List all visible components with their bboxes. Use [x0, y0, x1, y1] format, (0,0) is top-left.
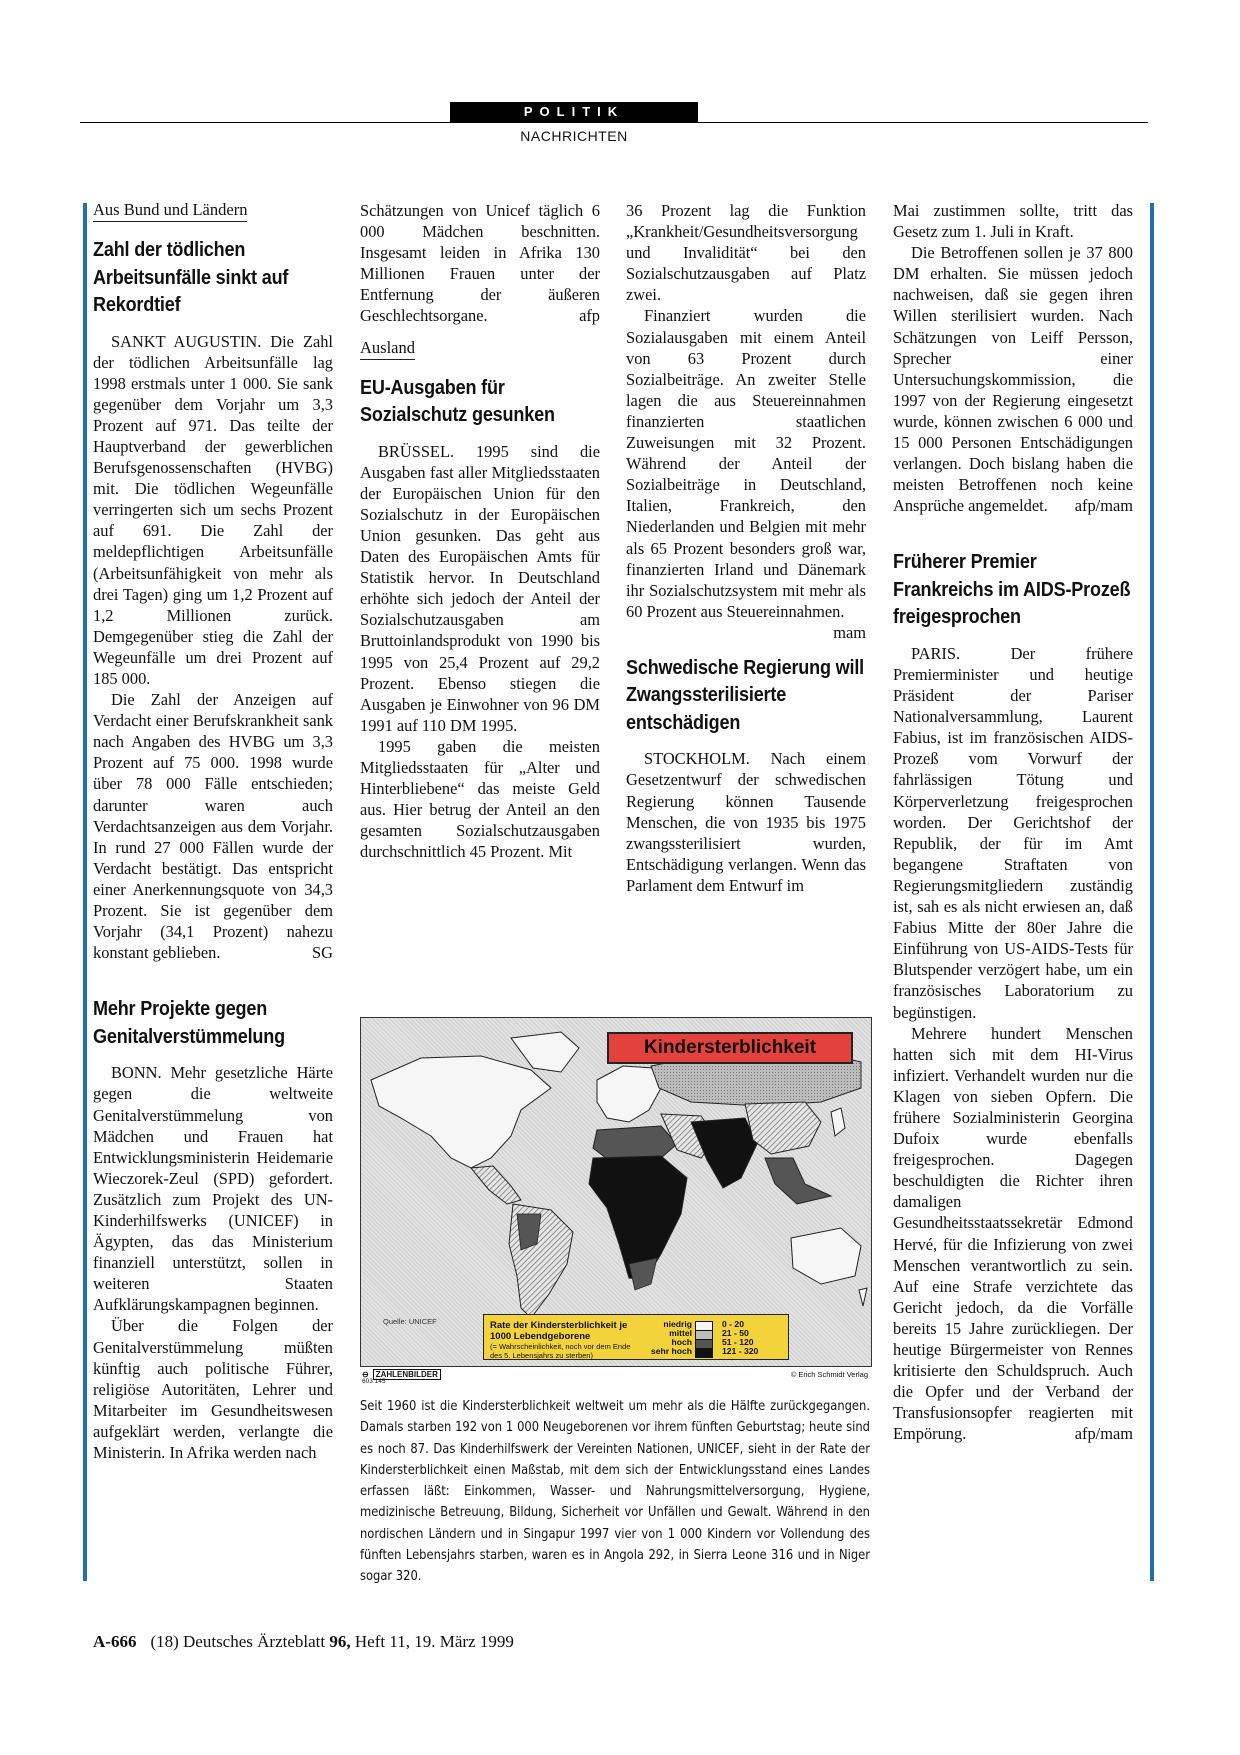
legend-swatch: [695, 1348, 713, 1358]
legend-range: 121 - 320: [722, 1346, 759, 1356]
infographic-footer: [360, 1367, 870, 1383]
article-genital-p2: Über die Folgen der Genitalverstümmelung müßten künftig auch politische Führer, religiöse Autoritäten, Lehrer und Mitarbeiter im Gesundheitswesen aufgeklärt werden, verlangte die Ministerin. In Afrika werden nach: [93, 1316, 333, 1462]
article-eu-p1: BRÜSSEL. 1995 sind die Ausgaben fast aller Mitgliedsstaaten der Europäischen Union für den Sozialschutz in der Europäischen Union gesunken. Das geht aus Daten des Europäischen Amts für Statistik hervor. In Deutschland erhöhte sich jedoch der Anteil der Sozialschutzausgaben am Bruttoinlandsprodukt von 1990 bis 1995 von 25,4 Prozent auf 29,2 Prozent. Ebenso stiegen die Ausgaben je Einwohner von 96 DM 1991 auf 110 DM 1995.: [360, 441, 600, 735]
headline-schweden: Schwedische Regierung will Zwangssterilisierte entschädigen: [626, 655, 865, 734]
region-japan: [831, 1108, 845, 1136]
author-signature: mam: [833, 622, 866, 642]
region-africa-south: [629, 1258, 657, 1290]
page-footer: [93, 1632, 514, 1652]
region-australia: [791, 1228, 861, 1284]
article-arbeitsunfaelle-p1: SANKT AUGUSTIN. Die Zahl der tödlichen Arbeitsunfälle lag 1998 erstmals unter 1 000. Sie sank gegenüber dem Vorjahr um 3,3 Prozent auf 971. Das teilte der Hauptverband der gewerblichen Berufsgenossenschaften (HVBG) mit. Die tödlichen Wegeunfälle verringerten sich um sechs Prozent auf 691. Die Zahl der meldepflichtigen Arbeitsunfälle (Arbeitsunfähigkeit von mehr als drei Tagen) ging um 1,2 Prozent auf 1,2 Millionen zurück. Demgegenüber stieg die Zahl der Wegeunfälle um drei Prozent auf 185 000.: [93, 331, 333, 688]
paragraph-text: Mehrere hundert Menschen hatten sich mit dem HI-Virus infiziert. Verhandelt wurden nur die Klagen von sieben Opfern. Die frühere Sozialministerin Georgina Dufoix wurde ebenfalls freigesprochen. Dagegen beschuldigten die Richter ihren damaligen Gesundheitsstaatssekretär Edmond Hervé, für die Infizierung von zwei Menschen verantwortlich zu sein. Auf eine Strafe verzichtete das Gericht jedoch, da die Vorfälle bereits 15 Jahre zurückliegen. Der heutige Bürgermeister von Rennes kritisierte den Schuldspruch. Auch die Opfer und der Verband der Transfusionsopfer reagierten mit Empörung.: [893, 1023, 1133, 1444]
world-map-frame: [360, 1017, 872, 1367]
article-eu-p3: [626, 305, 866, 642]
legend-label: sehr hoch: [650, 1346, 692, 1356]
citation-prefix: (18) Deutsches Ärzteblatt: [150, 1632, 330, 1651]
article-eu-p2: 1995 gaben die meisten Mitgliedsstaaten für „Alter und Hinterbliebene“ das meiste Geld aus. Hier betrug der Anteil an den gesamten Sozialschutzausgaben durchschnittlich 45 Prozent. Mit: [360, 736, 600, 862]
article-genital-p1: BONN. Mehr gesetzliche Härte gegen die weltweite Genitalverstümmelung von Mädchen und Frauen hat Entwicklungsministerin Heidemarie Wieczorek-Zeul (SPD) gefordert. Zusätzlich zum Projekt des UN-Kinderhilfswerks (UNICEF) in Ägypten, das das Ministerium finanziell unterstützt, sollen in weiteren Staaten Aufklärungskampagnen beginnen.: [93, 1063, 333, 1315]
article-arbeitsunfaelle-p2: [93, 689, 333, 963]
author-signature: afp: [579, 306, 600, 326]
region-africa: [589, 1156, 687, 1280]
author-signature: SG: [312, 943, 333, 963]
legend-note: (= Wahrscheinlichkeit, noch vor dem Ende des 5. Lebensjahrs zu sterben): [490, 1342, 631, 1360]
article-fabius-p1: PARIS. Der frühere Premierminister und heutige Präsident der Pariser Nationalversammlung, Laurent Fabius, ist im französischen AIDS-Prozeß vom Vorwurf der fahrlässigen Tötung und Körperverletzung freigesprochen worden. Der Gerichtshof der Republik, der für im Amt begangene Straftaten von Regierungsmitgliedern zuständig ist, sah es als nicht erwiesen an, daß Fabius Mitte der 80er Jahre die Einführung von US-AIDS-Tests für Blutspender verzögert habe, um ein französisches Laboratorium zu begünstigen.: [893, 643, 1133, 1022]
column-2: [360, 200, 600, 862]
left-accent-bar: [83, 203, 87, 1581]
region-europe: [597, 1066, 661, 1122]
logo-text: ZAHLENBILDER: [373, 1369, 441, 1380]
page-number: A-666: [93, 1632, 137, 1651]
paragraph-text: Die Betroffenen sollen je 37 800 DM erhalten. Sie müssen jedoch nachweisen, daß sie gegen ihren Willen sterilisiert wurden. Nach Schätzungen von Leiff Persson, Sprecher einer Untersuchungskommission, die 1997 von der Regierung eingesetzt wurde, können zwischen 6 000 und 15 000 Personen Entschädigungen verlangen. Doch bislang haben die meisten Betroffenen noch keine Ansprüche angemeldet.: [893, 243, 1133, 516]
article-schweden-continued: Mai zustimmen sollte, tritt das Gesetz zum 1. Juli in Kraft.: [893, 201, 1133, 242]
headline-arbeitsunfaelle: Zahl der tödlichen Arbeitsunfälle sinkt auf Rekordtief: [93, 238, 289, 316]
region-southeast-asia: [765, 1158, 831, 1204]
headline-fabius: Früherer Premier Frankreichs im AIDS-Prozeß freigesprochen: [893, 550, 1131, 629]
paragraph-text: Finanziert wurden die Sozialausgaben mit einem Anteil von 63 Prozent durch Sozialbeiträge. An zweiter Stelle lagen die aus Steuereinnahmen finanzierten staatlichen Zuweisungen mit 32 Prozent. Während der Anteil der Sozialbeiträge in Deutschland, Italien, Frankreich, den Niederlanden und Belgien mit mehr als 65 Prozent besonders groß war, finanzierten Irland und Dänemark ihr Sozialschutzsystem mit mehr als 60 Prozent aus Steuereinnahmen.: [626, 306, 866, 621]
legend-label: niedrig: [663, 1319, 692, 1329]
region-new-zealand: [859, 1288, 867, 1306]
zahlenbilder-logo: ⊖ ZAHLENBILDER: [362, 1369, 441, 1380]
column-3: [626, 200, 866, 896]
volume-number: 96,: [329, 1632, 351, 1651]
figure-caption: Seit 1960 ist die Kindersterblichkeit weltweit um mehr als die Hälfte zurückgegangen. Damals starben 192 von 1 000 Neugeborenen vor ihrem fünften Geburtstag; heute sind es noch 87. Das Kinderhilfswerk der Vereinten Nationen, UNICEF, sieht in der Rate der Kindersterblichkeit einen Maßstab, mit dem sich der Entwicklungsstand eines Landes erfassen läßt: Einkommen, Wasser- und Nahrungsmittelversorgung, Hygiene, medizinische Betreuung, Bildung, Sicherheit vor Unfällen und Gewalt. Während in den nordischen Ländern und in Singapur 1997 vier von 1 000 Kindern vor Vollendung des fünften Lebensjahrs starben, waren es in Angola 292, in Sierra Leone 316 und in Niger sogar 320.: [360, 1399, 870, 1585]
author-signature: afp/mam: [1074, 496, 1133, 516]
legend-label: mittel: [669, 1328, 692, 1338]
article-genital-continued: [360, 200, 600, 327]
author-signature: afp/mam: [1074, 1424, 1133, 1444]
subsection-label: NACHRICHTEN: [520, 128, 628, 144]
legend-row: [646, 1346, 784, 1357]
paragraph-text: Schätzungen von Unicef täglich 6 000 Mädchen beschnitten. Insgesamt leiden in Afrika 130 Millionen Frauen unter der Entfernung der äußeren Geschlechtsorgane.: [360, 201, 600, 326]
infographic-title: Kindersterblichkeit: [607, 1032, 853, 1064]
right-accent-bar: [1150, 203, 1154, 1581]
paragraph-text: Die Zahl der Anzeigen auf Verdacht einer Berufskrankheit sank nach Angaben des HVBG um 3,3 Prozent auf 75 000. 1998 wurde über 78 000 Fälle entschieden; darunter waren auch Verdachtsanzeigen aus dem Vorjahr. In rund 27 000 Fällen wurde der Verdacht bestätigt. Das entspricht einer Anerkennungsquote von 34,3 Prozent. Sie ist gegenüber dem Vorjahr (34,1 Prozent) nahezu konstant geblieben.: [93, 690, 333, 963]
infographic-kindersterblichkeit: [360, 1017, 870, 1394]
section-label: POLITIK: [450, 102, 698, 122]
copyright-label: © Erich Schmidt Verlag: [790, 1370, 868, 1379]
headline-genitalverstuemmelung: Mehr Projekte gegen Genitalverstümmelung: [93, 997, 285, 1048]
infographic-number: 603 145: [362, 1378, 386, 1385]
column-1: [93, 200, 333, 1463]
kicker-ausland: Ausland: [360, 338, 415, 360]
headline-eu-ausgaben: EU-Ausgaben für Sozialschutz gesunken: [360, 375, 555, 427]
article-fabius-p2: [893, 1023, 1133, 1445]
kicker-bund-laender: Aus Bund und Ländern: [93, 200, 247, 222]
legend-title: Rate der Kindersterblichkeit je 1000 Lebendgeborene: [490, 1320, 628, 1342]
legend-range: 51 - 120: [722, 1337, 754, 1347]
source-label: Quelle: UNICEF: [383, 1317, 437, 1326]
citation-suffix: Heft 11, 19. März 1999: [350, 1632, 514, 1651]
article-schweden-p2: [893, 242, 1133, 516]
legend-range: 0 - 20: [722, 1319, 744, 1329]
legend-range: 21 - 50: [722, 1328, 749, 1338]
region-north-america: [371, 1056, 551, 1168]
region-greenland: [511, 1032, 579, 1072]
map-legend: [483, 1314, 789, 1360]
header-rule: [80, 122, 1148, 123]
region-central-america: [471, 1166, 521, 1204]
column-4: [893, 200, 1133, 1444]
article-schweden-p1: STOCKHOLM. Nach einem Gesetzentwurf der schwedischen Regierung können Tausende Menschen, die von 1935 bis 1975 zwangssterilisiert wurden, Entschädigung verlangen. Wenn das Parlament dem Entwurf im: [626, 749, 866, 895]
article-eu-continued: 36 Prozent lag die Funktion „Krankheit/Gesundheitsversorgung und Invalidität“ bei den Sozialschutzausgaben auf Platz zwei.: [626, 201, 866, 305]
legend-label: hoch: [671, 1337, 692, 1347]
